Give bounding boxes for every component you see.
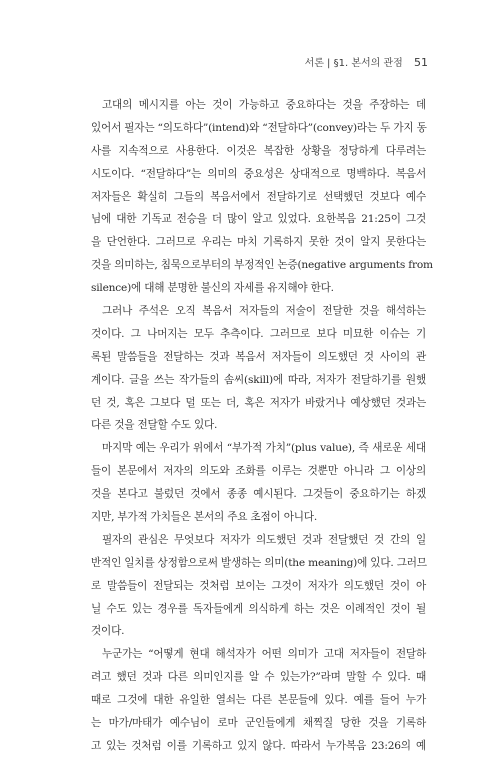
text-line: 누군가는 “어떻게 현대 해석자가 어떤 의미가 고대 저자들이 전달하: [102, 648, 426, 661]
text-line: silence)에 대해 분명한 불신의 자세를 유지해야 한다.: [91, 282, 334, 295]
text-line: 시도이다. “전달하다”는 의미의 중요성은 상대적으로 명백하다. 복음서: [91, 167, 426, 180]
text-line: 저자들은 확실히 그들의 복음서에서 전달하기로 선택했던 것보다 예수: [91, 190, 426, 203]
paragraph-1: [91, 94, 433, 300]
page-number: 51: [414, 56, 428, 69]
text-line: 님에 대한 기독교 전승을 더 많이 알고 있었다. 요한복음 21:25이 그것: [91, 213, 426, 226]
text-line: 필자의 관심은 무엇보다 저자가 의도했던 것과 전달했던 것 간의 일: [102, 533, 426, 546]
text-line: 반적인 일치를 상정함으로써 발생하는 의미(the meaning)에 있다. 그러므: [91, 556, 427, 569]
text-line: 것을 의미하는, 침묵으로부터의 부정적인 논증(negative arguments from: [91, 259, 433, 272]
text-line: 있어서 필자는 “의도하다”(intend)와 “전달하다”(convey)라는 두 가지 동: [91, 121, 427, 134]
text-line: 그러나 주석은 오직 복음서 저자들의 저술이 전달한 것을 해석하는: [102, 305, 426, 318]
text-line: 마지막 예는 우리가 위에서 “부가적 가치”(plus value), 즉 새로운 세대: [102, 442, 426, 455]
text-line: 로 말씀들이 전달되는 것처럼 보이는 그것이 저자가 의도했던 것이 아: [91, 579, 426, 592]
text-line: 고대의 메시지를 아는 것이 가능하고 중요하다는 것을 주장하는 데: [102, 99, 426, 111]
text-line: 사를 지속적으로 사용한다. 이것은 복잡한 상황을 정당하게 다루려는: [91, 144, 426, 157]
paragraph-4: [91, 529, 426, 643]
paragraph-3: [91, 437, 426, 529]
running-title: 서론 | §1. 본서의 관점: [304, 58, 403, 69]
text-line: 던 것, 혹은 그보다 덜 또는 더, 혹은 저자가 바랐거나 예상했던 것과는: [91, 396, 426, 409]
paragraph-2: [91, 300, 426, 437]
paragraph-5: [91, 643, 426, 757]
text-line: 려고 했던 것과 다른 의미인지를 알 수 있는가?”라며 말할 수 있다. 때: [91, 671, 426, 684]
text-line: 것이다.: [91, 625, 125, 638]
text-line: 는 마가/마태가 예수님이 로마 군인들에게 채찍질 당한 것을 기록하: [91, 717, 426, 730]
text-line: 지만, 부가적 가치들은 본서의 주요 초점이 아니다.: [91, 511, 318, 524]
text-line: 때로 그것에 대한 유일한 열쇠는 다른 본문들에 있다. 예를 들어 누가: [91, 694, 426, 707]
text-line: 것이다. 그 나머지는 모두 추측이다. 그러므로 보다 미묘한 이슈는 기: [91, 327, 426, 340]
text-line: 계이다. 글을 쓰는 작가들의 솜씨(skill)에 따라, 저자가 전달하기를 원했: [91, 373, 426, 386]
text-line: 다른 것을 전달할 수도 있다.: [91, 419, 218, 432]
text-line: 록된 말씀들을 전달하는 것과 복음서 저자들이 의도했던 것 사이의 관: [91, 350, 426, 363]
text-line: 고 있는 것처럼 이를 기록하고 있지 않다. 따라서 누가복음 23:26의 예: [91, 739, 426, 752]
text-line: 들이 본문에서 저자의 의도와 조화를 이루는 것뿐만 아니라 그 이상의: [91, 465, 426, 478]
body-text: [91, 94, 433, 758]
running-header: [305, 54, 428, 69]
text-line: 것을 본다고 불렀던 것에서 종종 예시된다. 그것들이 중요하기는 하겠: [91, 488, 426, 501]
text-line: 을 단언한다. 그러므로 우리는 마치 기록하지 못한 것이 알지 못한다는: [91, 236, 426, 249]
text-line: 닐 수도 있는 경우를 독자들에게 의식하게 하는 것은 이례적인 것이 될: [91, 602, 426, 615]
